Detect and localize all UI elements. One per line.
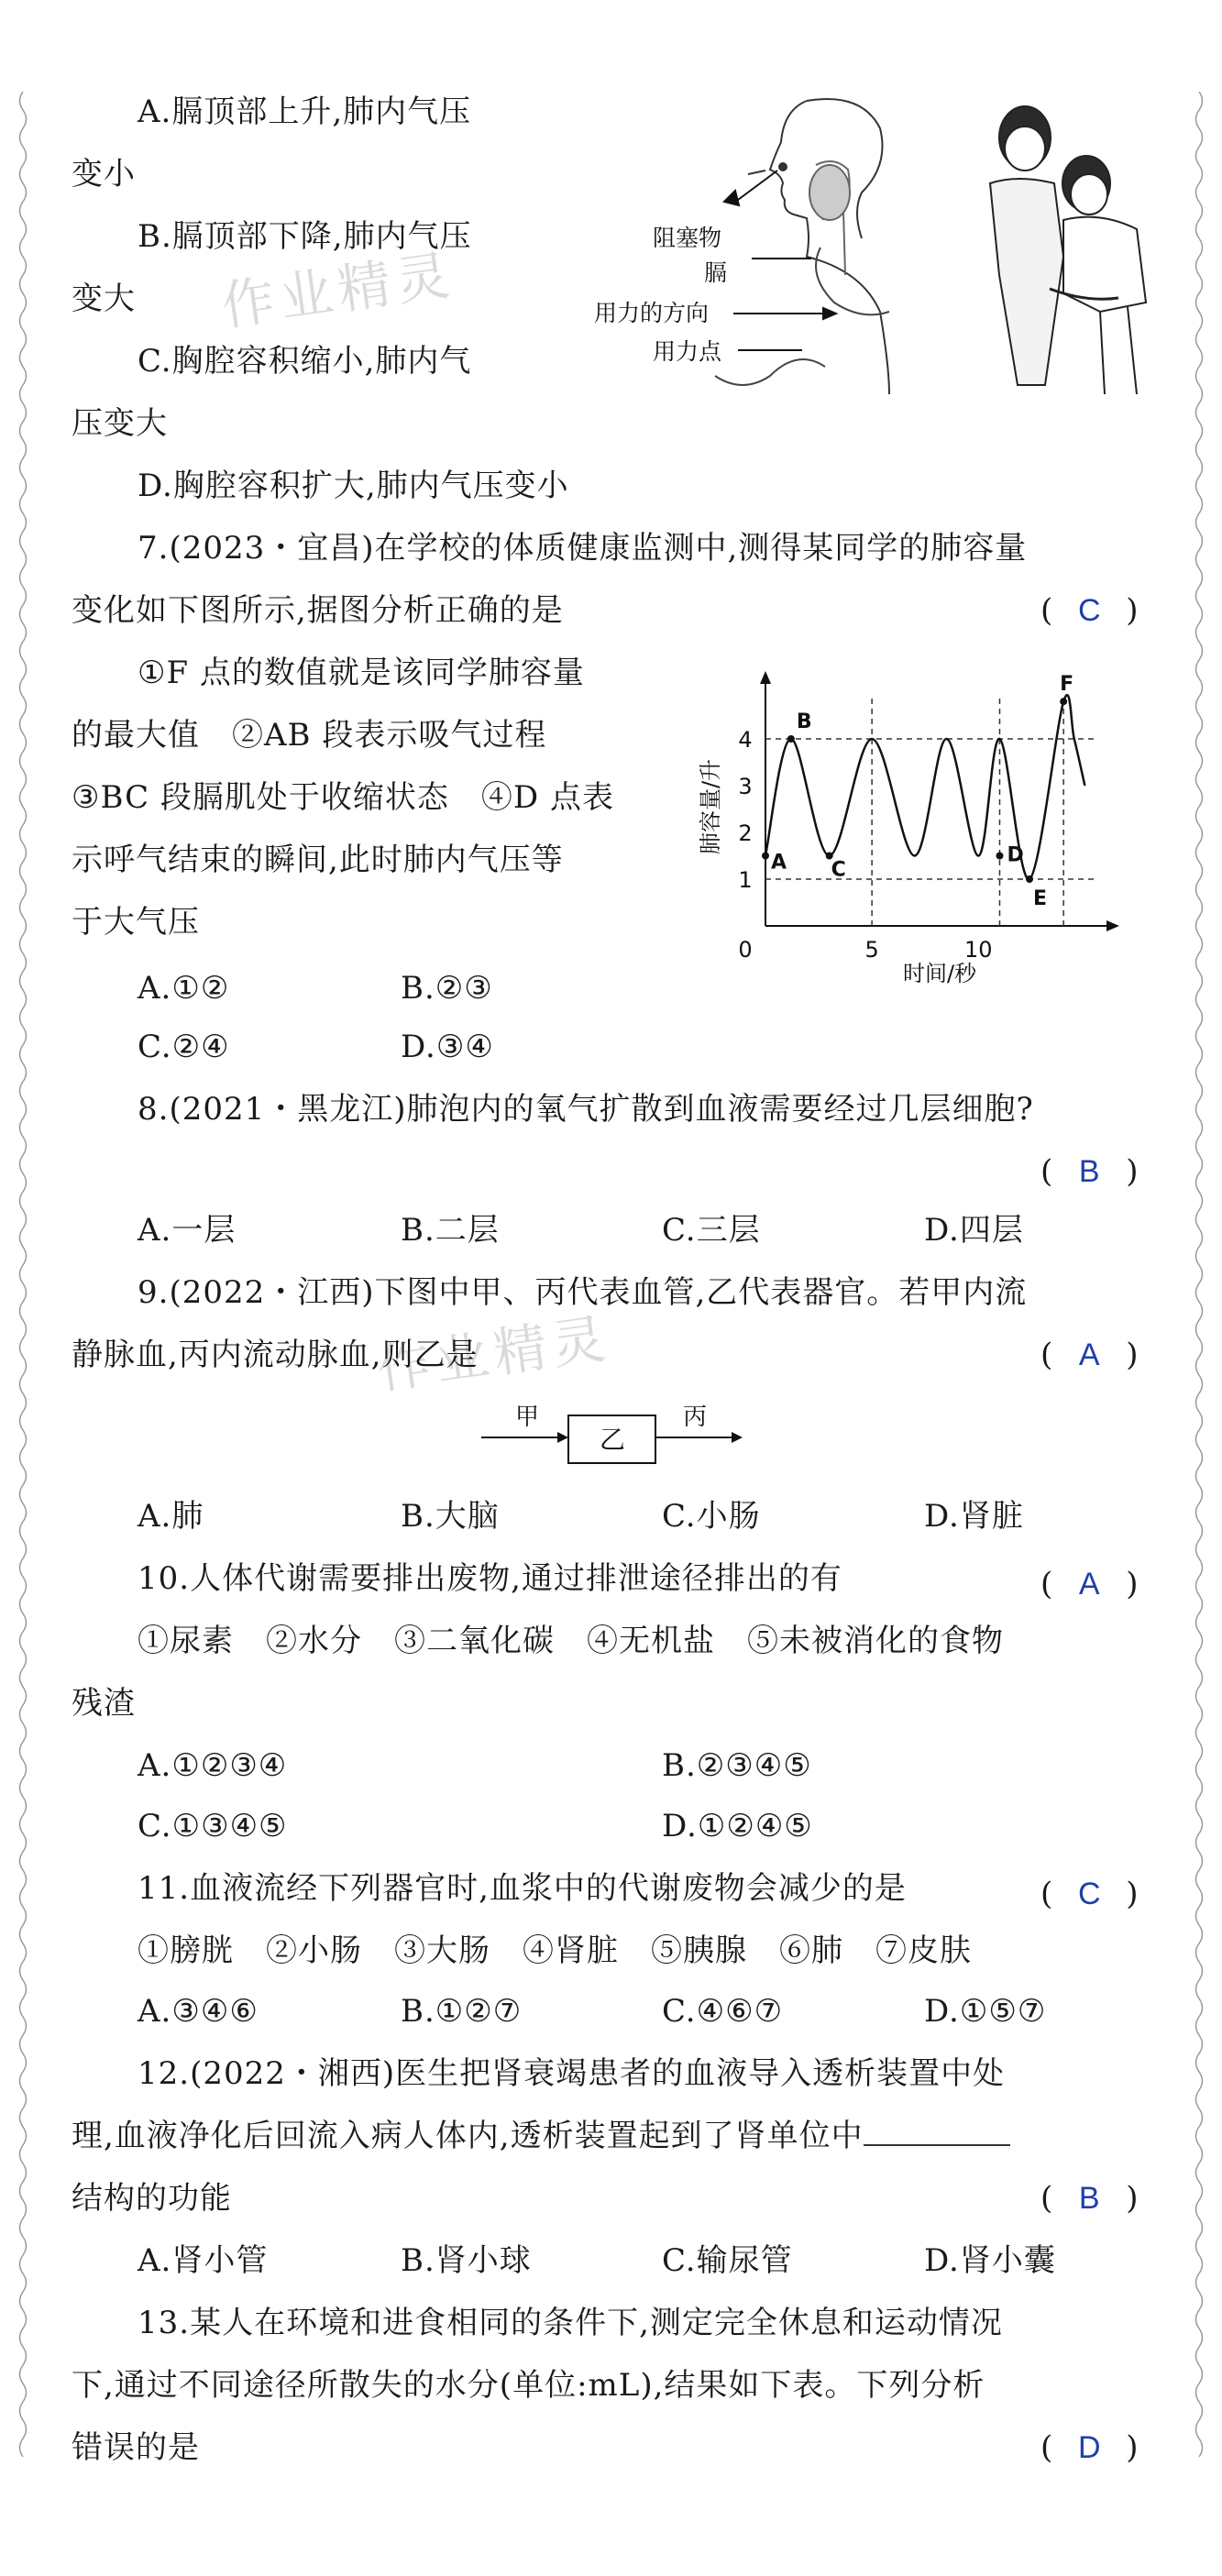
q13-stem-line2: 下,通过不同途径所散失的水分(单位:mL),结果如下表。下列分析 — [72, 2367, 985, 2404]
left-page-border — [17, 92, 29, 2466]
point-label-F: F — [1060, 673, 1074, 697]
q9-stem-line2: 静脉血,丙内流动脉血,则乙是 — [72, 1337, 479, 1373]
q7-statement-3: ③BC 段膈肌处于收缩状态 ④D 点表 — [72, 779, 614, 816]
q10-option-c: C.①③④⑤ — [138, 1808, 288, 1844]
x-tick-label: 10 — [963, 937, 993, 963]
y-tick-label: 4 — [738, 727, 753, 753]
q13-answer: D — [1077, 2430, 1101, 2465]
q7-answer-bracket: ( C ) — [1040, 592, 1139, 629]
q10-answer-bracket: ( A ) — [1040, 1566, 1139, 1602]
q9-answer: A — [1078, 1338, 1100, 1372]
q11-option-b: B.①②⑦ — [401, 1993, 523, 2030]
q6-option-b-line2: 变大 — [72, 281, 136, 317]
q11-stem: 11.血液流经下列器官时,血浆中的代谢废物会减少的是 — [138, 1870, 907, 1907]
q10-option-d: D.①②④⑤ — [662, 1808, 813, 1844]
vessel-label-right: 丙 — [683, 1404, 708, 1431]
q6-option-c-line1: C.胸腔容积缩小,肺内气 — [138, 343, 472, 380]
q12-option-d: D.肾小囊 — [924, 2242, 1056, 2279]
point-label-A: A — [771, 851, 787, 875]
q7-statement-5: 于大气压 — [72, 904, 200, 941]
q7-statement-4: 示呼气结束的瞬间,此时肺内气压等 — [72, 842, 564, 878]
q8-answer-bracket: ( B ) — [1040, 1153, 1139, 1190]
q6-option-a-line2: 变小 — [72, 156, 136, 193]
q8-option-c: C.三层 — [662, 1212, 761, 1249]
q13-stem-line1: 13.某人在环境和进食相同的条件下,测定完全休息和运动情况 — [138, 2305, 1003, 2341]
q6-option-c-line2: 压变大 — [72, 405, 168, 442]
q9-option-c: C.小肠 — [662, 1498, 761, 1535]
point-F — [1060, 698, 1067, 705]
figure-label-force-direction: 用力的方向 — [594, 300, 710, 326]
q8-stem: 8.(2021・黑龙江)肺泡内的氧气扩散到血液需要经过几层细胞? — [138, 1091, 1034, 1128]
q7-option-b: B.②③ — [401, 970, 493, 1007]
q9-option-b: B.大脑 — [401, 1498, 500, 1535]
q12-option-c: C.输尿管 — [662, 2242, 793, 2279]
watermark: 作业精灵 — [217, 243, 459, 338]
q10-option-a: A.①②③④ — [138, 1747, 288, 1784]
heimlich-figure — [587, 92, 1173, 403]
q6-option-d: D.胸腔容积扩大,肺内气压变小 — [138, 468, 569, 504]
q8-option-d: D.四层 — [924, 1212, 1024, 1249]
q10-items-line1: ①尿素 ②水分 ③二氧化碳 ④无机盐 ⑤未被消化的食物 — [138, 1623, 1004, 1659]
q11-items: ①膀胱 ②小肠 ③大肠 ④肾脏 ⑤胰腺 ⑥肺 ⑦皮肤 — [138, 1932, 972, 1969]
q10-option-b: B.②③④⑤ — [662, 1747, 812, 1784]
q12-stem-line1: 12.(2022・湘西)医生把肾衰竭患者的血液导入透析装置中处 — [138, 2055, 1006, 2092]
point-label-D: D — [1007, 843, 1024, 867]
q11-option-c: C.④⑥⑦ — [662, 1993, 784, 2030]
figure-label-force-point: 用力点 — [653, 338, 722, 365]
lung-capacity-series-line — [765, 695, 1084, 879]
q7-option-d: D.③④ — [401, 1029, 494, 1065]
point-D — [996, 853, 1003, 860]
q12-fill-blank[interactable] — [864, 2117, 1010, 2146]
point-label-C: C — [831, 858, 846, 882]
x-tick-label: 5 — [864, 937, 879, 963]
q6-option-a-line1: A.膈顶部上升,肺内气压 — [138, 94, 472, 130]
x-tick-label: 0 — [738, 937, 753, 963]
q12-answer-bracket: ( B ) — [1040, 2180, 1139, 2217]
chart-y-label: 肺容量/升 — [698, 758, 723, 855]
q13-answer-bracket: ( D ) — [1040, 2429, 1139, 2466]
q6-option-b-line1: B.膈顶部下降,肺内气压 — [138, 218, 472, 255]
q12-option-b: B.肾小球 — [401, 2242, 532, 2279]
chart-x-label: 时间/秒 — [902, 961, 977, 986]
q12-option-a: A.肾小管 — [138, 2242, 269, 2279]
q9-answer-bracket: ( A ) — [1040, 1337, 1139, 1373]
point-B — [787, 735, 795, 743]
q7-option-a: A.①② — [138, 970, 230, 1007]
y-tick-label: 1 — [738, 867, 753, 893]
q9-stem-line1: 9.(2022・江西)下图中甲、丙代表血管,乙代表器官。若甲内流 — [138, 1274, 1028, 1311]
organ-label: 乙 — [600, 1425, 626, 1455]
q11-answer: C — [1077, 1877, 1101, 1911]
y-axis-arrow — [760, 671, 771, 684]
point-label-B: B — [796, 710, 812, 733]
q12-answer: B — [1078, 2181, 1100, 2216]
q9-option-a: A.肺 — [138, 1498, 204, 1535]
q12-stem-line2 — [72, 2116, 1010, 2156]
q9-flow-diagram — [477, 1393, 752, 1476]
q10-items-line2: 残渣 — [72, 1685, 136, 1722]
watermark: 作业精灵 — [373, 1306, 615, 1402]
q7-stem-line1: 7.(2023・宜昌)在学校的体质健康监测中,测得某同学的肺容量 — [138, 530, 1028, 567]
y-tick-label: 3 — [738, 774, 753, 799]
q7-option-c: C.②④ — [138, 1029, 230, 1065]
lung-capacity-chart — [692, 660, 1123, 999]
q8-option-b: B.二层 — [401, 1212, 500, 1249]
rescuer-illustration — [990, 106, 1146, 394]
figure-label-obstruction: 阻塞物 — [653, 225, 722, 251]
point-A — [762, 853, 769, 860]
q11-option-a: A.③④⑥ — [138, 1993, 259, 2030]
x-axis-arrow — [1106, 920, 1119, 931]
y-tick-label: 2 — [738, 820, 753, 846]
q9-option-d: D.肾脏 — [924, 1498, 1024, 1535]
point-E — [1026, 875, 1033, 883]
q12-stem-line2-text: 理,血液净化后回流入病人体内,透析装置起到了肾单位中 — [72, 2118, 864, 2154]
right-page-border — [1193, 92, 1205, 2466]
q11-option-d: D.①⑤⑦ — [924, 1993, 1047, 2030]
figure-label-diaphragm: 膈 — [704, 259, 728, 286]
q8-option-a: A.一层 — [138, 1212, 237, 1249]
q10-stem: 10.人体代谢需要排出废物,通过排泄途径排出的有 — [138, 1560, 842, 1597]
q7-stem-line2: 变化如下图所示,据图分析正确的是 — [72, 592, 564, 629]
q8-answer: B — [1078, 1154, 1100, 1189]
q7-statement-2: 的最大值 ②AB 段表示吸气过程 — [72, 717, 547, 754]
point-label-E: E — [1033, 887, 1048, 910]
q10-answer: A — [1078, 1567, 1100, 1602]
q7-statement-1: ①F 点的数值就是该同学肺容量 — [138, 655, 585, 691]
q13-stem-line3: 错误的是 — [72, 2429, 200, 2466]
vessel-label-left: 甲 — [515, 1404, 540, 1431]
q12-stem-line3: 结构的功能 — [72, 2180, 232, 2217]
q11-answer-bracket: ( C ) — [1040, 1876, 1139, 1912]
q7-answer: C — [1077, 593, 1101, 628]
